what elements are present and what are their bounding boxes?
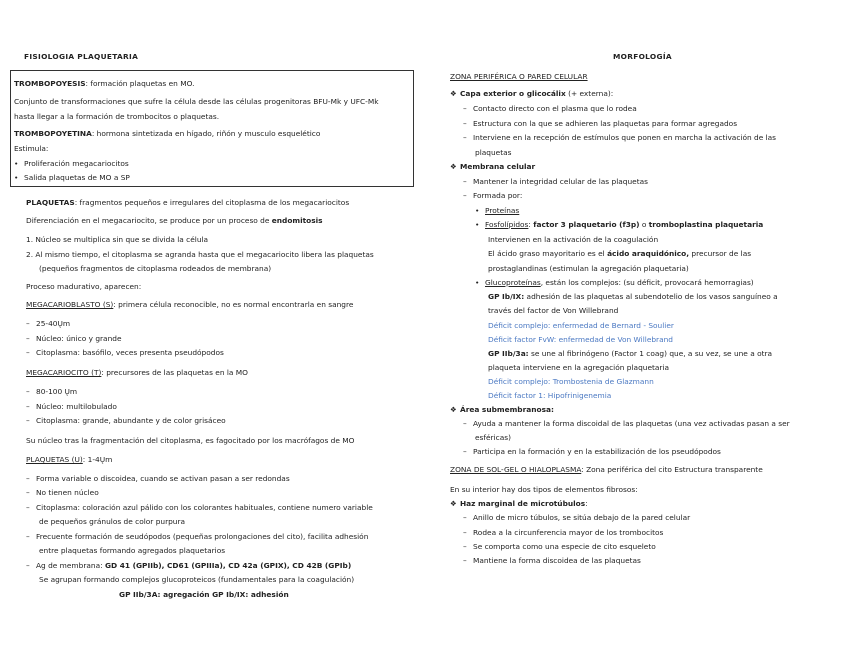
text: precursor de las xyxy=(689,249,752,258)
list-item: – Frecuente formación de seudópodos (pequeñas prolongaciones del cito), facilita adhesión xyxy=(26,532,369,541)
list-item: – Mantiene la forma discoidea de las plaquetas xyxy=(463,556,641,565)
numbered-2: 2. Al mismo tiempo, el citoplasma se agranda hasta que el megacariocito libera las plaquetas xyxy=(26,250,374,259)
gp-ib-ix-line xyxy=(488,293,778,302)
bullet-icon: • xyxy=(14,159,19,168)
list-item: – Mantener la integridad celular de las plaquetas xyxy=(463,177,648,186)
fosfo-line-2: Intervienen en la activación de la coagulación xyxy=(488,235,659,244)
fosfolipidos-label: Fosfolípidos xyxy=(485,220,529,229)
diferenciacion-line xyxy=(26,217,323,226)
bullet-icon: • xyxy=(14,173,19,182)
gp-ib-ix-label: GP Ib/IX: xyxy=(488,292,525,301)
membrana-label: Membrana celular xyxy=(460,162,536,171)
list-item-text: Frecuente formación de seudópodos (pequeñas prolongaciones del cito), facilita adhesión xyxy=(36,532,369,541)
list-item-cont: entre plaquetas formando agregados plaquetarios xyxy=(39,546,226,555)
plaquetas-text: : fragmentos pequeños e irregulares del citoplasma de los megacariocitos xyxy=(74,198,350,207)
list-item-text: 80-100 Ųm xyxy=(36,387,78,396)
list-item: – Interviene en la recepción de estímulos que ponen en marcha la activación de las xyxy=(463,133,777,142)
list-item-text: Contacto directo con el plasma que lo rodea xyxy=(473,104,637,113)
acido-araquidonico-term: ácido araquidónico, xyxy=(607,249,690,258)
list-item: – Se comporta como una especie de cito esqueleto xyxy=(463,542,656,551)
list-item: – 80-100 Ųm xyxy=(26,387,78,396)
list-item: – Núcleo: multilobulado xyxy=(26,402,117,411)
area-submembranosa-label: Área submembranosa: xyxy=(460,405,554,414)
fosfo-line-3 xyxy=(488,250,751,259)
trombopoyesis-line xyxy=(14,80,194,89)
list-item: – Forma variable o discoidea, cuando se activan pasan a ser redondas xyxy=(26,474,290,483)
zona-sol-gel-line xyxy=(450,466,763,475)
zona-sol-gel-label: ZONA DE SOL-GEL O HIALOPLASMA xyxy=(450,465,582,474)
trombopoyetina-label: TROMBOPOYETINA xyxy=(14,129,92,138)
glucoproteinas-text: , están los complejos: (su déficit, provocará hemorragias) xyxy=(540,278,754,287)
area-submembranosa-line xyxy=(450,406,554,415)
bullet-icon: • xyxy=(475,278,480,287)
list-item-text: Citoplasma: basófilo, veces presenta pseudópodos xyxy=(36,348,224,357)
deficit-von-willebrand: Déficit factor FvW: enfermedad de Von Willebrand xyxy=(488,335,674,344)
list-item: – Núcleo: único y grande xyxy=(26,334,122,343)
list-item-text: Forma variable o discoidea, cuando se activan pasan a ser redondas xyxy=(36,474,290,483)
ag-membrana-line: – Ag de membrana: GD 41 (GPIIb), CD61 (GPIIIa), CD 42a (GPIX), CD 42B (GPIb) xyxy=(26,561,352,570)
left-title: FISIOLOGIA PLAQUETARIA xyxy=(24,52,139,61)
capa-exterior-label: Capa exterior o glicocálix xyxy=(460,89,566,98)
gp-iib-3a-line xyxy=(488,350,772,359)
gp-iib-3a-text: se une al fibrinógeno (Factor 1 coag) que, a su vez, se une a otra xyxy=(528,349,773,358)
bullet-icon: • xyxy=(475,220,480,229)
proceso-line: Proceso madurativo, aparecen: xyxy=(26,282,142,291)
deficit-factor-1: Déficit factor 1: Hipofrinigenemia xyxy=(488,391,612,400)
capa-exterior-line xyxy=(450,90,613,99)
text: : xyxy=(528,220,534,229)
box-bullet-1 xyxy=(14,160,129,169)
trombopoyetina-text: : hormona sintetizada en hígado, riñón y musculo esquelético xyxy=(91,129,321,138)
ag-membrana-values: GD 41 (GPIIb), CD61 (GPIIIa), CD 42a (GPIX), CD 42B (GPIb) xyxy=(104,561,352,570)
diamond-bullet-icon: ❖ xyxy=(450,89,457,98)
trombopoyesis-label: TROMBOPOYESIS xyxy=(14,79,86,88)
list-item-text: Mantener la integridad celular de las plaquetas xyxy=(473,177,648,186)
list-item: – Citoplasma: coloración azul pálido con los colorantes habituales, contiene numero variable xyxy=(26,503,373,512)
trombopoyesis-text: : formación plaquetas en MO. xyxy=(85,79,195,88)
f3p-term: factor 3 plaquetario (f3p) xyxy=(533,220,640,229)
plaquetas-u-label: PLAQUETAS (U) xyxy=(26,455,83,464)
box-bullet-text: Proliferación megacariocitos xyxy=(24,159,129,168)
plaquetas-u-text: : 1-4Ųm xyxy=(82,455,113,464)
list-item-text: Mantiene la forma discoidea de las plaquetas xyxy=(473,556,641,565)
list-item-text: Ayuda a mantener la forma discoidal de las plaquetas (una vez activadas pasan a ser xyxy=(473,419,790,428)
diamond-bullet-icon: ❖ xyxy=(450,162,457,171)
list-item-text: Citoplasma: coloración azul pálido con los colorantes habituales, contiene numero variable xyxy=(36,503,373,512)
list-item: – Participa en la formación y en la estabilización de los pseudópodos xyxy=(463,447,721,456)
text: : xyxy=(585,499,588,508)
diamond-bullet-icon: ❖ xyxy=(450,405,457,414)
list-item: – Rodea a la circunferencia mayor de los trombocitos xyxy=(463,528,664,537)
haz-marginal-label: Haz marginal de microtúbulos xyxy=(460,499,586,508)
megacariocito-label: MEGACARIOCITO (T) xyxy=(26,368,102,377)
megacarioblasto-text: : primera célula reconocible, no es normal encontrarla en sangre xyxy=(113,300,354,309)
list-item-text: 25-40Ųm xyxy=(36,319,71,328)
box-line-3: hasta llegar a la formación de trombocitos o plaquetas. xyxy=(14,112,220,121)
list-item: – Anillo de micro túbulos, se sitúa debajo de la pared celular xyxy=(463,513,691,522)
list-item: – Formada por: xyxy=(463,191,523,200)
list-item-cont: de pequeños gránulos de color purpura xyxy=(39,517,186,526)
fosfolipidos-item xyxy=(475,221,763,230)
plaquetas-label: PLAQUETAS xyxy=(26,198,75,207)
proteinas-label: Proteínas xyxy=(485,206,520,215)
deficit-glazmann: Déficit complejo: Trombostenia de Glazmann xyxy=(488,377,654,386)
ag-membrana-cont: Se agrupan formando complejos glucoproteicos (fundamentales para la coagulación) xyxy=(39,575,355,584)
list-item-text: Citoplasma: grande, abundante y de color grisáceo xyxy=(36,416,226,425)
trombopoyetina-line xyxy=(14,130,320,139)
list-item: – Estructura con la que se adhieren las plaquetas para formar agregados xyxy=(463,119,738,128)
list-item-cont: esféricas) xyxy=(475,433,511,442)
fosfo-line-4: prostaglandinas (estimulan la agregación plaquetaria) xyxy=(488,264,689,273)
list-item-text: Anillo de micro túbulos, se sitúa debajo de la pared celular xyxy=(473,513,691,522)
membrana-line xyxy=(450,163,535,172)
deficit-bernard-soulier: Déficit complejo: enfermedad de Bernard - Soulier xyxy=(488,321,674,330)
list-item-text: Se comporta como una especie de cito esqueleto xyxy=(473,542,656,551)
glucoproteinas-label: Glucoproteínas xyxy=(485,278,541,287)
endomitosis-term: endomitosis xyxy=(271,216,323,225)
gp-ib-ix-text: adhesión de las plaquetas al subendotelio de los vasos sanguíneo a xyxy=(524,292,778,301)
box-bullet-text: Salida plaquetas de MO a SP xyxy=(24,173,130,182)
megacariocito-text: : precursores de las plaquetas en la MO xyxy=(101,368,248,377)
megacarioblasto-label: MEGACARIOBLASTO (S) xyxy=(26,300,114,309)
megacarioblasto-line xyxy=(26,301,353,310)
box-line-estimula: Estimula: xyxy=(14,144,49,153)
gp-summary-line: GP IIb/3A: agregación GP Ib/IX: adhesión xyxy=(119,590,289,599)
right-title: MORFOLOGÍA xyxy=(613,52,672,61)
list-item: – 25-40Ųm xyxy=(26,319,71,328)
capa-exterior-text: (+ externa): xyxy=(565,89,614,98)
gp-iib-3a-cont: plaqueta interviene en la agregación plaquetaria xyxy=(488,363,670,372)
plaquetas-line xyxy=(26,199,349,208)
diferenciacion-text: Diferenciación en el megacariocito, se produce por un proceso de xyxy=(26,216,272,225)
list-item-text: Núcleo: único y grande xyxy=(36,334,122,343)
zona-periferica-heading: ZONA PERIFÉRICA O PARED CELULAR xyxy=(450,72,588,81)
diamond-bullet-icon: ❖ xyxy=(450,499,457,508)
list-item: – No tienen núcleo xyxy=(26,488,99,497)
list-item: – Citoplasma: grande, abundante y de color grisáceo xyxy=(26,416,226,425)
list-item-text: No tienen núcleo xyxy=(36,488,99,497)
haz-marginal-line xyxy=(450,500,588,509)
numbered-1: 1. Núcleo se multiplica sin que se divida la célula xyxy=(26,235,209,244)
bullet-icon: • xyxy=(475,206,480,215)
list-item: – Contacto directo con el plasma que lo rodea xyxy=(463,104,637,113)
interior-line: En su interior hay dos tipos de elementos fibrosos: xyxy=(450,485,638,494)
ag-membrana-label: Ag de membrana: xyxy=(36,561,105,570)
megacariocito-line xyxy=(26,369,248,378)
box-line-2: Conjunto de transformaciones que sufre la célula desde las células progenitoras BFU-Mk y UFC-Mk xyxy=(14,97,379,106)
glucoproteinas-item xyxy=(475,279,754,288)
list-item-cont: plaquetas xyxy=(475,148,512,157)
list-item: – Citoplasma: basófilo, veces presenta pseudópodos xyxy=(26,348,224,357)
nucleo-line: Su núcleo tras la fragmentación del citoplasma, es fagocitado por los macrófagos de MO xyxy=(26,436,355,445)
list-item-text: Formada por: xyxy=(473,191,523,200)
zona-sol-gel-text: : Zona periférica del cito Estructura transparente xyxy=(581,465,763,474)
list-item-text: Estructura con la que se adhieren las plaquetas para formar agregados xyxy=(473,119,738,128)
plaquetas-u-line xyxy=(26,456,112,465)
proteinas-item xyxy=(475,207,519,216)
list-item-text: Rodea a la circunferencia mayor de los trombocitos xyxy=(473,528,664,537)
tromboplastina-term: tromboplastina plaquetaria xyxy=(648,220,764,229)
numbered-2-cont: (pequeños fragmentos de citoplasma rodeados de membrana) xyxy=(39,264,272,273)
list-item-text: Núcleo: multilobulado xyxy=(36,402,117,411)
list-item: – Ayuda a mantener la forma discoidal de las plaquetas (una vez activadas pasan a ser xyxy=(463,419,790,428)
box-bullet-2 xyxy=(14,174,130,183)
list-item-text: Interviene en la recepción de estímulos que ponen en marcha la activación de las xyxy=(473,133,777,142)
list-item-text: Participa en la formación y en la estabilización de los pseudópodos xyxy=(473,447,721,456)
gp-iib-3a-label: GP IIb/3a: xyxy=(488,349,529,358)
text: o xyxy=(639,220,649,229)
text: El ácido graso mayoritario es el xyxy=(488,249,608,258)
gp-ib-ix-cont: través del factor de Von Willebrand xyxy=(488,306,619,315)
